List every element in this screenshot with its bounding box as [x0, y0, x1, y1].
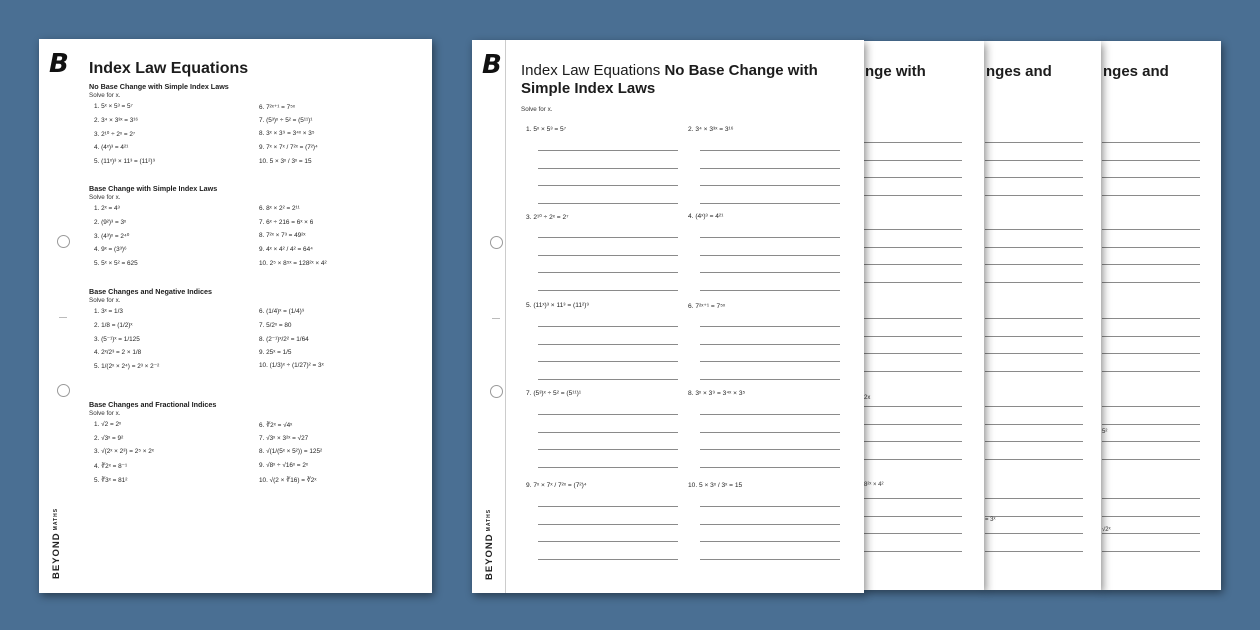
answer-line	[700, 379, 840, 380]
answer-line	[700, 150, 840, 151]
worksheet-page-4	[1100, 41, 1221, 590]
instruction: Solve for x.	[89, 194, 121, 201]
question-item: 7. √3ˣ × 3²ˣ = √27	[259, 434, 309, 442]
answer-line	[538, 255, 678, 256]
answer-line	[538, 432, 678, 433]
section-heading: Base Changes and Negative Indices	[89, 287, 213, 296]
answer-line	[538, 467, 678, 468]
answer-line	[864, 516, 962, 517]
answer-line	[538, 559, 678, 560]
answer-line	[538, 326, 678, 327]
question-item: 5. (11ˣ)³ × 11³ = (11²)⁹	[526, 302, 590, 309]
answer-line	[1102, 353, 1200, 354]
answer-line	[985, 441, 1083, 442]
answer-line	[538, 150, 678, 151]
answer-line	[864, 498, 962, 499]
question-item: 2. 3⁴ × 3³ˣ = 3¹⁶	[94, 116, 139, 124]
question-item: 7. 6ˣ ÷ 216 = 6ˣ × 6	[259, 218, 314, 226]
answer-line	[1102, 282, 1200, 283]
equation-fragment: 5²	[1102, 429, 1108, 435]
margin-line	[505, 40, 506, 593]
question-item: 8. 3ˣ × 3⁹ = 3⁴ˣ × 3⁵	[688, 390, 746, 397]
answer-line	[1102, 459, 1200, 460]
question-item: 2. 1/8 = (1/2)ˣ	[94, 321, 133, 329]
question-item: 10. √(2 × ∛16) = ∛2ˣ	[259, 476, 317, 484]
answer-line	[864, 353, 962, 354]
answer-line	[538, 541, 678, 542]
equation-fragment: 2x	[864, 395, 871, 401]
answer-line	[864, 195, 962, 196]
question-item: 5. (11ˣ)³ × 11³ = (11²)⁹	[94, 157, 156, 165]
binder-hole	[57, 384, 70, 397]
question-item: 4. 2ˣ/2³ = 2 × 1/8	[94, 348, 142, 356]
question-item: 2. (9²)³ = 3ˣ	[94, 218, 127, 226]
page-title-fragment: nges and	[1103, 63, 1169, 80]
answer-line	[864, 318, 962, 319]
answer-line	[985, 406, 1083, 407]
answer-line	[864, 336, 962, 337]
worksheet-page-1	[39, 39, 432, 593]
answer-line	[1102, 551, 1200, 552]
question-item: 1. 5ˣ × 5³ = 5⁷	[526, 126, 567, 133]
answer-line	[985, 177, 1083, 178]
question-item: 6. (1/4)ˣ = (1/4)⁹	[259, 308, 305, 315]
answer-line	[985, 142, 1083, 143]
answer-line	[864, 459, 962, 460]
answer-line	[700, 361, 840, 362]
binder-hole	[57, 235, 70, 248]
binder-hole	[490, 236, 503, 249]
question-item: 4. ∛2ˣ = 8⁻¹	[94, 463, 128, 471]
answer-line	[538, 185, 678, 186]
answer-line	[538, 449, 678, 450]
answer-line	[700, 203, 840, 204]
answer-line	[864, 142, 962, 143]
answer-line	[1102, 533, 1200, 534]
answer-line	[1102, 498, 1200, 499]
brand-label: BEYONDMATHS	[51, 507, 62, 579]
page-title: Index Law Equations	[89, 60, 249, 77]
page-title-fragment: nge with	[865, 63, 926, 80]
answer-line	[985, 264, 1083, 265]
answer-line	[985, 459, 1083, 460]
binder-tick	[59, 317, 67, 318]
binder-hole	[490, 385, 503, 398]
answer-line	[864, 177, 962, 178]
answer-line	[700, 467, 840, 468]
answer-line	[538, 203, 678, 204]
page-title: Index Law Equations No Base Change with	[521, 62, 818, 79]
question-item: 6. ∛2ˣ = √4ˣ	[259, 422, 293, 429]
question-item: 3. √(2ˣ × 2³) = 2⁵ × 2ˣ	[94, 448, 154, 456]
instruction: Solve for x.	[89, 410, 121, 417]
beyond-logo-icon: B	[49, 49, 69, 79]
question-item: 3. 2¹⁰ ÷ 2ˣ = 2⁷	[94, 131, 136, 139]
answer-line	[1102, 247, 1200, 248]
question-item: 5. 5ˣ × 5² = 625	[94, 259, 138, 267]
answer-line	[985, 247, 1083, 248]
question-item: 7. (5³)ˣ ÷ 5² = (5¹¹)¹	[259, 116, 313, 124]
answer-line	[700, 524, 840, 525]
answer-line	[1102, 424, 1200, 425]
section-heading: Base Changes and Fractional Indices	[89, 400, 217, 409]
question-item: 1. 2ˣ = 4³	[94, 205, 120, 212]
question-item: 1. 5ˣ × 5³ = 5⁷	[94, 103, 133, 110]
answer-line	[864, 371, 962, 372]
answer-line	[864, 406, 962, 407]
answer-line	[700, 255, 840, 256]
answer-line	[985, 282, 1083, 283]
answer-line	[700, 541, 840, 542]
question-item: 3. 2¹⁰ ÷ 2ˣ = 2⁷	[526, 214, 569, 221]
question-item: 9. 25ˣ = 1/5	[259, 348, 292, 356]
question-item: 5. 1/(2ˣ × 2⁴) = 2³ × 2⁻²	[94, 363, 160, 370]
answer-line	[538, 524, 678, 525]
answer-line	[700, 168, 840, 169]
question-item: 1. √2 = 2ˣ	[94, 421, 122, 428]
answer-line	[1102, 516, 1200, 517]
answer-line	[1102, 229, 1200, 230]
answer-line	[700, 559, 840, 560]
question-item: 6. 7²ˣ⁺¹ = 7⁵ˣ	[259, 104, 295, 111]
question-item: 4. (4ˣ)³ = 4²¹	[688, 213, 724, 220]
answer-line	[985, 336, 1083, 337]
section-heading: Base Change with Simple Index Laws	[89, 184, 218, 193]
answer-line	[1102, 142, 1200, 143]
answer-line	[538, 168, 678, 169]
answer-line	[1102, 195, 1200, 196]
answer-line	[985, 533, 1083, 534]
brand-label: BEYONDMATHS	[484, 508, 495, 580]
question-item: 10. 2⁵ × 8⁵ˣ = 128²ˣ × 4²	[259, 259, 327, 267]
answer-line	[864, 551, 962, 552]
question-item: 10. 5 × 3ˣ / 3ˣ = 15	[259, 157, 312, 165]
answer-line	[538, 506, 678, 507]
section-heading: No Base Change with Simple Index Laws	[89, 82, 229, 91]
question-item: 10. 5 × 3ˣ / 3ˣ = 15	[688, 482, 743, 489]
question-item: 2. √3ˣ = 9²	[94, 434, 124, 442]
answer-line	[1102, 318, 1200, 319]
question-item: 8. √(1/(5ˣ × 5²)) = 125²	[259, 448, 323, 456]
answer-line	[700, 272, 840, 273]
answer-line	[700, 449, 840, 450]
answer-line	[1102, 406, 1200, 407]
answer-line	[538, 237, 678, 238]
answer-line	[700, 506, 840, 507]
question-item: 8. 3ˣ × 3⁹ = 3⁴ˣ × 3⁵	[259, 130, 315, 138]
answer-line	[985, 371, 1083, 372]
binder-tick	[492, 318, 500, 319]
question-item: 4. 9ˣ = (3³)⁶	[94, 246, 127, 254]
answer-line	[1102, 441, 1200, 442]
answer-line	[1102, 371, 1200, 372]
question-item: 9. 7ˣ × 7ˣ / 7²ˣ = (7²)⁴	[259, 144, 318, 152]
answer-line	[1102, 160, 1200, 161]
question-item: 7. (5³)ˣ ÷ 5² = (5¹¹)¹	[526, 390, 582, 397]
answer-line	[864, 424, 962, 425]
instruction: Solve for x.	[89, 297, 121, 304]
answer-line	[864, 282, 962, 283]
answer-line	[985, 424, 1083, 425]
answer-line	[985, 318, 1083, 319]
answer-line	[538, 272, 678, 273]
answer-line	[700, 432, 840, 433]
question-item: 1. 3ˣ = 1/3	[94, 308, 123, 315]
answer-line	[538, 290, 678, 291]
answer-line	[864, 229, 962, 230]
question-item: 2. 3⁴ × 3³ˣ = 3¹⁶	[688, 126, 734, 133]
question-item: 9. 4ˣ × 4² / 4² = 64⁴	[259, 246, 313, 254]
question-item: 9. 7ˣ × 7ˣ / 7²ˣ = (7²)⁴	[526, 482, 587, 489]
page-title-line2: Simple Index Laws	[521, 80, 656, 97]
instruction: Solve for x.	[521, 106, 553, 113]
equation-fragment: = 3ˣ	[985, 517, 996, 523]
answer-line	[1102, 336, 1200, 337]
answer-line	[864, 441, 962, 442]
question-item: 7. 5/2ˣ = 80	[259, 321, 292, 329]
worksheet-page-2b	[862, 41, 984, 590]
equation-fragment: √2ˣ	[1102, 527, 1111, 533]
answer-line	[985, 195, 1083, 196]
answer-line	[538, 344, 678, 345]
answer-line	[700, 290, 840, 291]
answer-line	[700, 237, 840, 238]
page-title-fragment: nges and	[986, 63, 1052, 80]
answer-line	[700, 344, 840, 345]
answer-line	[700, 414, 840, 415]
question-item: 5. ∛3ˣ = 81²	[94, 476, 128, 484]
worksheet-page-3	[983, 41, 1101, 590]
answer-line	[538, 414, 678, 415]
question-item: 4. (4ˣ)³ = 4²¹	[94, 144, 129, 152]
answer-line	[985, 353, 1083, 354]
answer-line	[1102, 264, 1200, 265]
answer-line	[864, 247, 962, 248]
question-item: 10. (1/3)ˣ ÷ (1/27)² = 3ˣ	[259, 362, 324, 369]
worksheet-page-2	[472, 40, 864, 593]
equation-fragment: 8²ˣ × 4²	[864, 482, 884, 488]
answer-line	[864, 264, 962, 265]
answer-line	[985, 551, 1083, 552]
answer-line	[700, 185, 840, 186]
question-item: 3. (5⁻¹)ˣ = 1/125	[94, 336, 140, 343]
question-item: 9. √8ˣ ÷ √16ˣ = 2ˣ	[259, 462, 308, 470]
answer-line	[985, 160, 1083, 161]
answer-line	[985, 516, 1083, 517]
question-item: 6. 7²ˣ⁺¹ = 7⁵ˣ	[688, 303, 726, 310]
question-item: 3. (4³)ˣ = 2⁴⁰	[94, 233, 130, 241]
beyond-logo-icon: B	[482, 50, 502, 80]
answer-line	[700, 326, 840, 327]
answer-line	[864, 160, 962, 161]
answer-line	[985, 229, 1083, 230]
answer-line	[1102, 177, 1200, 178]
question-item: 8. (2⁻¹)ˣ/2² = 1/64	[259, 336, 309, 343]
answer-line	[538, 379, 678, 380]
instruction: Solve for x.	[89, 92, 121, 99]
answer-line	[538, 361, 678, 362]
answer-line	[864, 533, 962, 534]
question-item: 8. 7²ˣ × 7³ = 49²ˣ	[259, 232, 306, 240]
question-item: 6. 8ˣ × 2² = 2¹¹	[259, 205, 300, 212]
answer-line	[985, 498, 1083, 499]
